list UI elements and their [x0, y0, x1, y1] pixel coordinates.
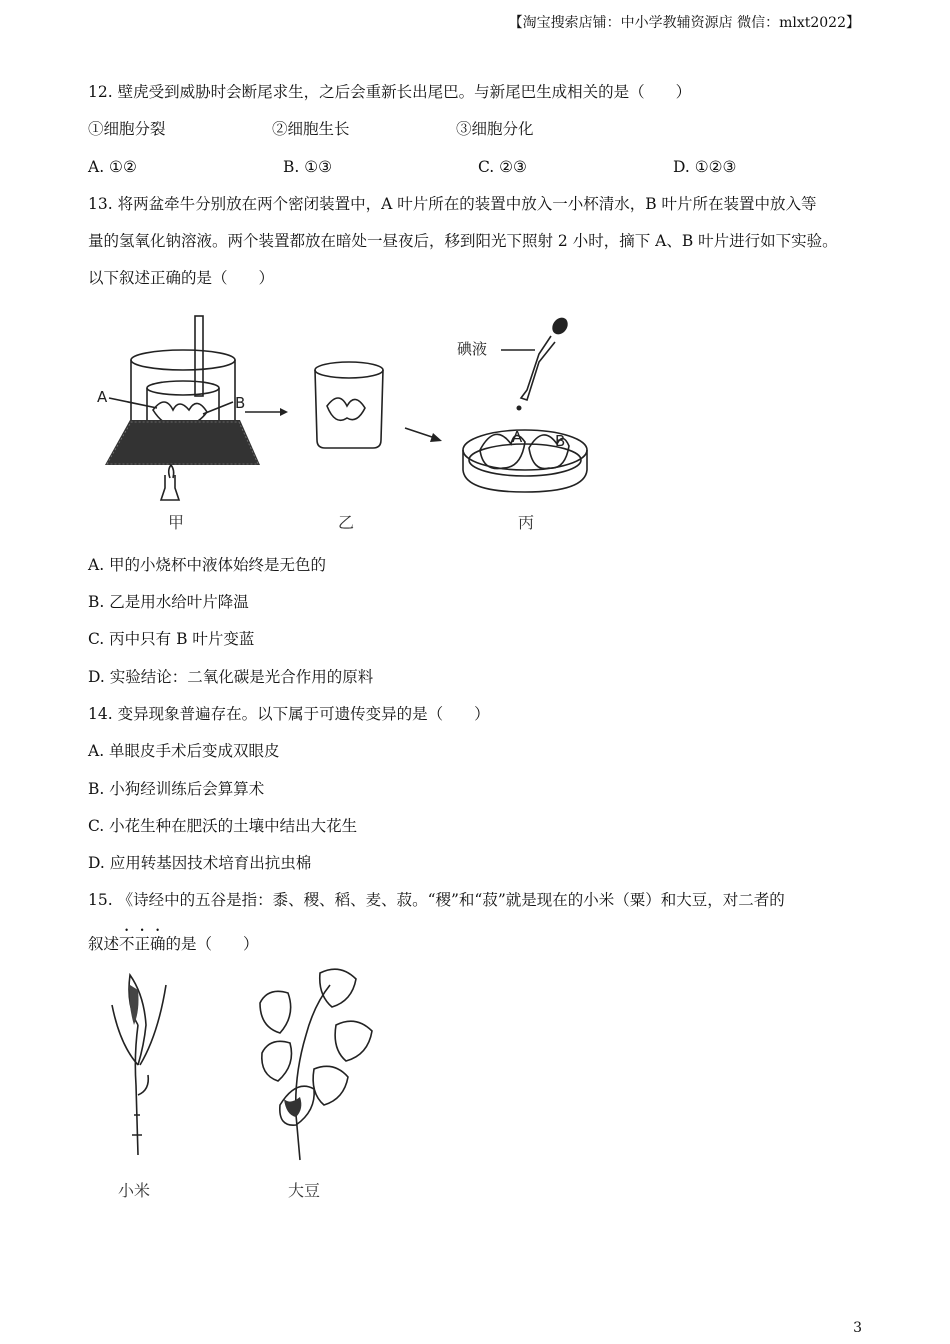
leaf-label-a: A	[97, 388, 108, 406]
q14-option-d[interactable]: D. 应用转基因技术培育出抗虫棉	[88, 854, 312, 872]
q15-stem-line2	[88, 926, 864, 954]
q14-stem: 14. 变异现象普遍存在。以下属于可遗传变异的是（ ）	[88, 705, 490, 723]
q15-stem-line1: 15. 《诗经中的五谷是指：黍、稷、稻、麦、菽。“稷”和“菽”就是现在的小米（粟）和大豆，对二者的	[88, 891, 785, 909]
q12-option-c[interactable]: C. ②③	[478, 158, 527, 176]
q13-stem-line3: 以下叙述正确的是（ ）	[88, 269, 275, 287]
q13-option-c[interactable]: C. 丙中只有 B 叶片变蓝	[88, 630, 255, 648]
dish-leaf-label-a: A	[512, 428, 523, 446]
figure-caption-jia: 甲	[168, 513, 185, 532]
q15-stem-emphasis: 不正确	[119, 935, 166, 953]
q12-options	[88, 157, 864, 177]
leaf-label-b: B	[235, 394, 246, 412]
arrow-2	[405, 428, 435, 438]
q12-option-d[interactable]: D. ①②③	[673, 158, 737, 176]
figure-caption-bing: 丙	[518, 513, 535, 532]
q12-option-b[interactable]: B. ①③	[283, 158, 333, 176]
q13-option-b[interactable]: B. 乙是用水给叶片降温	[88, 593, 249, 611]
q12-stem: 12. 壁虎受到威胁时会断尾求生，之后会重新长出尾巴。与新尾巴生成相关的是（ ）	[88, 83, 692, 101]
petri-dish	[463, 430, 587, 492]
q13-stem-line1: 13. 将两盆牵牛分别放在两个密闭装置中，A 叶片所在的装置中放入一小杯清水，B 叶片所在装置中放入等	[88, 195, 817, 213]
iodine-label: 碘液	[457, 340, 488, 358]
q14-option-a[interactable]: A. 单眼皮手术后变成双眼皮	[88, 742, 280, 760]
q15-stem-pre: 叙述	[88, 935, 120, 953]
page-header: 【淘宝搜索店铺：中小学教辅资源店 微信：mlxt2022】	[508, 15, 860, 31]
q13-option-d[interactable]: D. 实验结论：二氧化碳是光合作用的原料	[88, 668, 374, 686]
q14-option-b[interactable]: B. 小狗经训练后会算算术	[88, 780, 265, 798]
q14-option-c[interactable]: C. 小花生种在肥沃的土壤中结出大花生	[88, 817, 358, 835]
q13-stem-line2: 量的氢氧化钠溶液。两个装置都放在暗处一昼夜后，移到阳光下照射 2 小时，摘下 A、B 叶片进行如下实验。	[88, 232, 838, 250]
q13-experiment-figure	[95, 310, 595, 540]
q12-item-3: ③细胞分化	[456, 120, 534, 138]
page-number: 3	[853, 1320, 862, 1336]
q12-item-2: ②细胞生长	[272, 120, 350, 138]
plant-caption-soybean: 大豆	[288, 1181, 321, 1200]
q12-item-1: ①细胞分裂	[88, 120, 166, 138]
figure-caption-yi: 乙	[338, 513, 355, 532]
q12-option-a[interactable]: A. ①②	[88, 158, 137, 176]
q13-option-a[interactable]: A. 甲的小烧杯中液体始终是无色的	[88, 556, 327, 574]
iodine-dropper-icon	[517, 315, 571, 411]
millet-icon	[112, 975, 166, 1155]
plant-caption-millet: 小米	[118, 1181, 151, 1200]
q12-items	[88, 119, 864, 139]
q15-stem-post: 的是（ ）	[165, 935, 259, 953]
dish-leaf-label-b: B	[555, 432, 566, 450]
soybean-icon	[260, 969, 372, 1160]
q15-plant-figure	[100, 965, 400, 1165]
rinse-beaker	[315, 362, 383, 448]
